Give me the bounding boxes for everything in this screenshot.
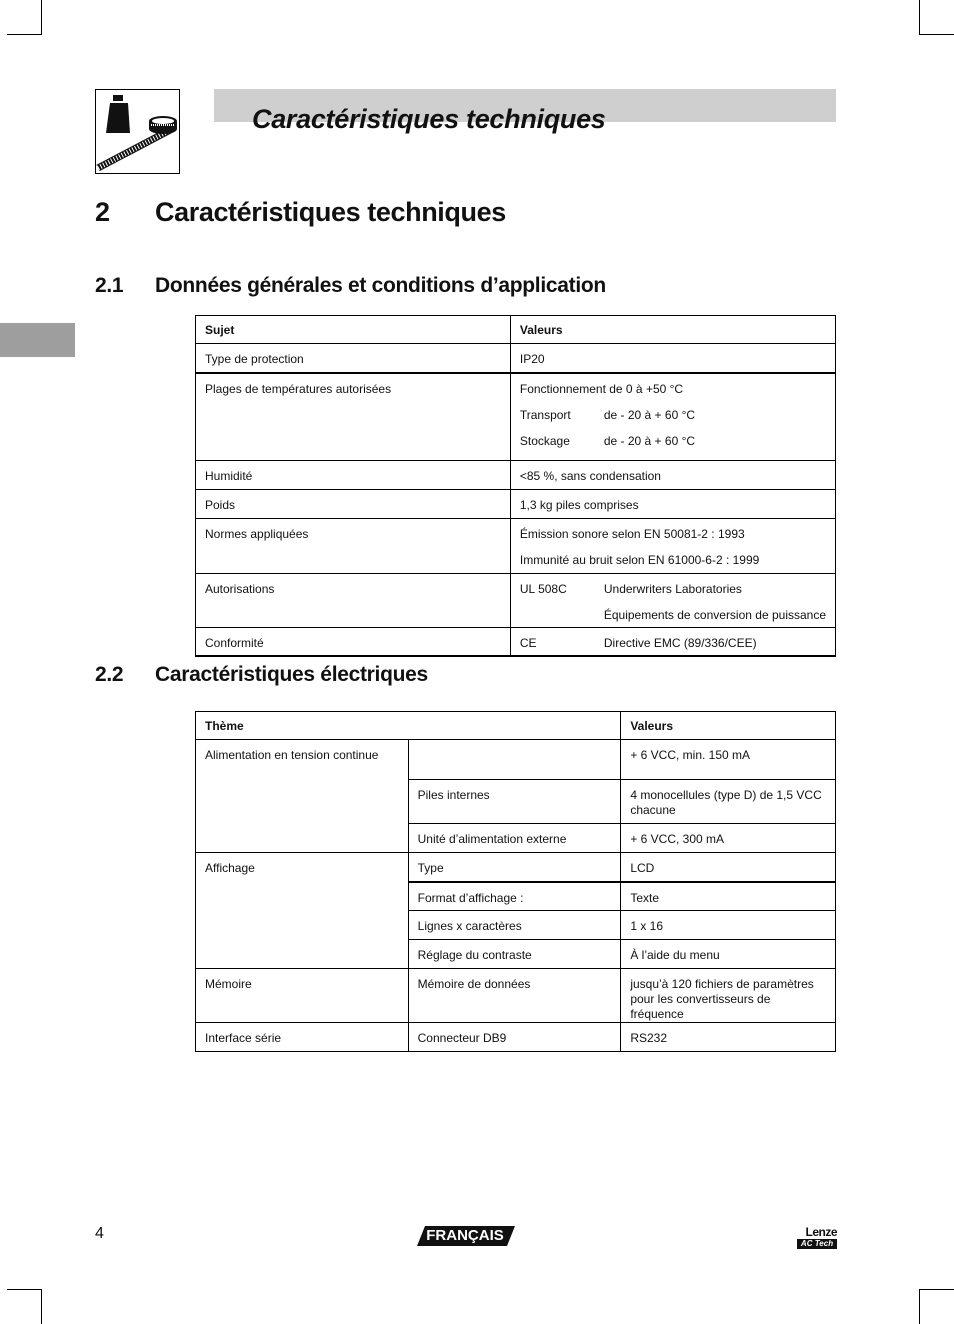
row-value: IP20: [510, 344, 835, 373]
row-sub-label: Format d’affichage :: [408, 882, 621, 911]
table-row: [196, 853, 836, 882]
value-key: UL 508C: [519, 581, 567, 596]
value-text: de - 20 à + 60 °C: [603, 407, 696, 422]
row-sub-label: Type: [408, 853, 621, 882]
row-value: LCD: [621, 853, 836, 882]
table-row: [196, 373, 836, 461]
value-line: [520, 434, 826, 460]
row-sub-label: Piles internes: [408, 780, 621, 824]
crop-mark: [7, 34, 42, 35]
value-line: Immunité au bruit selon EN 61000-6-2 : 1999: [519, 552, 760, 567]
chapter-title: Caractéristiques techniques: [155, 197, 506, 227]
table-row: [196, 518, 836, 573]
row-sub-label: [408, 740, 621, 780]
row-value: [510, 373, 835, 461]
column-header: Valeurs: [510, 316, 835, 344]
table-row: [196, 573, 836, 627]
value-line: [520, 408, 826, 434]
row-label: Humidité: [196, 460, 511, 489]
row-sub-label: Réglage du contraste: [408, 940, 621, 969]
crop-mark: [41, 1289, 42, 1324]
row-sub-label: Lignes x caractères: [408, 911, 621, 940]
crop-mark: [919, 34, 954, 35]
value-key: Transport: [519, 407, 571, 422]
value-text: de - 20 à + 60 °C: [603, 433, 696, 448]
column-header: Sujet: [196, 316, 511, 344]
crop-mark: [919, 0, 920, 35]
row-label: Conformité: [196, 627, 511, 656]
value-key: CE: [519, 635, 537, 650]
row-value: 4 monocellules (type D) de 1,5 VCC chacune: [621, 780, 836, 824]
row-value: <85 %, sans condensation: [510, 460, 835, 489]
crop-mark: [41, 0, 42, 35]
row-value: [510, 518, 835, 573]
table-row: [196, 460, 836, 489]
column-header: Valeurs: [621, 712, 836, 740]
value-line: [520, 608, 826, 626]
header-title: Caractéristiques techniques: [252, 104, 606, 134]
scale-weight-icon: [95, 89, 180, 174]
row-label: Affichage: [196, 853, 409, 969]
brand-name: Lenze: [805, 1225, 837, 1239]
row-value: À l’aide du menu: [621, 940, 836, 969]
row-value: 1 x 16: [621, 911, 836, 940]
table-header-row: [196, 712, 836, 740]
section-title: Caractéristiques électriques: [155, 663, 428, 686]
section-number: 2.2: [95, 663, 124, 686]
row-sub-label: Unité d’alimentation externe: [408, 824, 621, 853]
table-row: [196, 489, 836, 518]
table-row: [196, 627, 836, 656]
row-label: Poids: [196, 489, 511, 518]
value-key: Stockage: [519, 433, 570, 448]
table-row: [196, 740, 836, 780]
value-text: Underwriters Laboratories: [603, 581, 742, 596]
row-label: Normes appliquées: [196, 518, 511, 573]
row-value: + 6 VCC, min. 150 mA: [621, 740, 836, 780]
brand-logo: [797, 1226, 837, 1249]
row-sub-label: Connecteur DB9: [408, 1023, 621, 1052]
row-label: Alimentation en tension continue: [196, 740, 409, 853]
electrical-data-table: [195, 711, 836, 1052]
row-value: 1,3 kg piles comprises: [510, 489, 835, 518]
value-line: [520, 582, 826, 608]
section-number: 2.1: [95, 274, 124, 297]
table-row: [196, 969, 836, 1023]
row-value: RS232: [621, 1023, 836, 1052]
crop-mark: [7, 1289, 42, 1290]
row-label: Mémoire: [196, 969, 409, 1023]
table-header-row: [196, 316, 836, 344]
value-line: Émission sonore selon EN 50081-2 : 1993: [519, 526, 745, 541]
crop-mark: [919, 1289, 920, 1324]
row-value: Texte: [621, 882, 836, 911]
row-value: [510, 627, 835, 656]
page-number: 4: [95, 1225, 104, 1242]
row-label: Type de protection: [196, 344, 511, 373]
value-text: Équipements de conversion de puissance: [603, 607, 826, 622]
value-line: Fonctionnement de 0 à +50 °C: [519, 381, 684, 396]
table-row: [196, 1023, 836, 1052]
table-row: [196, 344, 836, 373]
column-header: Thème: [196, 712, 621, 740]
row-label: Interface série: [196, 1023, 409, 1052]
row-value: [510, 573, 835, 627]
row-value: + 6 VCC, 300 mA: [621, 824, 836, 853]
general-data-table: [195, 315, 836, 657]
brand-subtitle: AC Tech: [797, 1239, 837, 1249]
chapter-number: 2: [95, 197, 110, 227]
value-text: Directive EMC (89/336/CEE): [603, 635, 757, 650]
row-sub-label: Mémoire de données: [408, 969, 621, 1023]
section-title: Données générales et conditions d’application: [155, 274, 606, 297]
chapter-tab: [0, 323, 75, 357]
row-label: Autorisations: [196, 573, 511, 627]
row-label: Plages de températures autorisées: [196, 373, 511, 461]
crop-mark: [919, 1289, 954, 1290]
row-value: jusqu’à 120 fichiers de paramètres pour les convertisseurs de fréquence: [621, 969, 836, 1023]
language-label: FRANÇAIS: [426, 1227, 504, 1244]
